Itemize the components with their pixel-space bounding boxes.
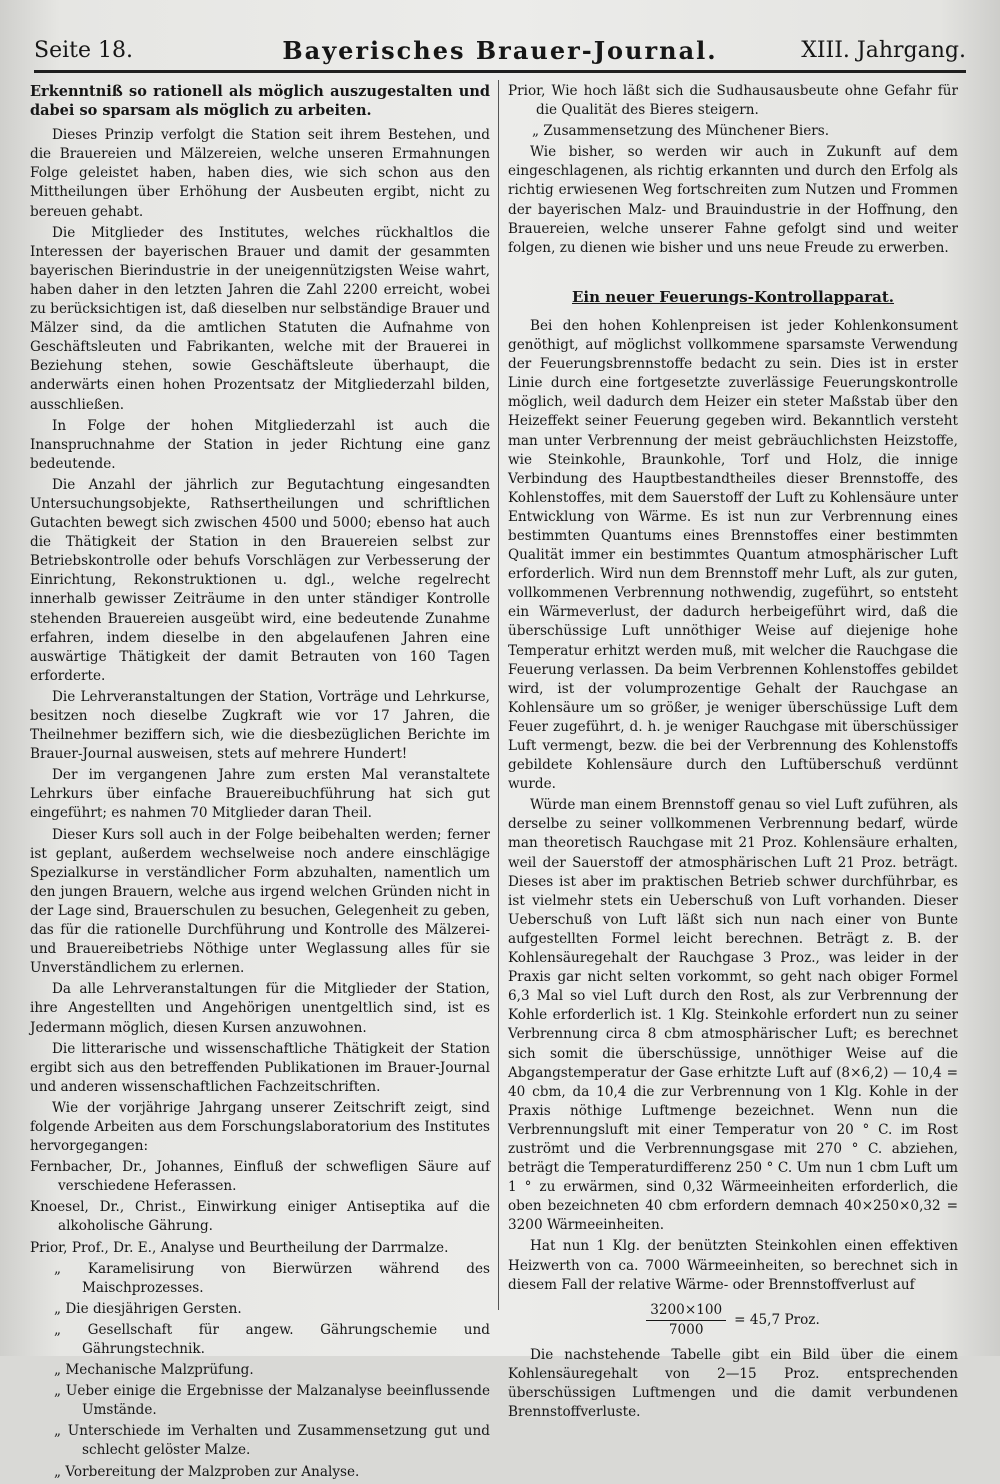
formula-result: = 45,7 Proz. xyxy=(734,1311,820,1328)
publication-item: „ Die diesjährigen Gersten. xyxy=(54,1300,242,1317)
formula-numerator: 3200×100 xyxy=(646,1301,726,1321)
publication-item: „ Ueber einige die Ergebnisse der Malzanalyse beeinflussende Umstände. xyxy=(54,1383,490,1419)
article-title: Ein neuer Feuerungs-Kontrollapparat. xyxy=(571,287,895,306)
left-paragraph-4: Die Anzahl der jährlich zur Begutachtung eingesandten Untersuchungsobjekte, Rathsertheilungen und schriftlichen Gutachten bewegt sich zwischen 4500 und 5000; ebenso hat auch die Thätigkeit der Station in den Brauereien selbst zur Betriebskontrolle oder behufs Vorschlägen zur Verbesserung der Einrichtung, Rekonstruktionen u. dgl., welche regelrecht innerhalb gewisser Zeiträume in den unter ständiger Kontrolle stehenden Brauereien ausgeübt wird, eine bedeutende Zunahme erfahren, indem dieselbe in den abgelaufenen Jahren eine auswärtige Thätigkeit der damit Betrauten von 160 Tagen erforderte. xyxy=(30,476,490,684)
left-paragraph-3: In Folge der hohen Mitgliederzahl ist auch die Inanspruchnahme der Station in jeder Richtung eine ganz bedeutende. xyxy=(30,417,490,472)
formula-fraction xyxy=(646,1301,726,1340)
left-paragraph-6: Der im vergangenen Jahre zum ersten Mal veranstaltete Lehrkurs über einfache Brauereibuchführung hat sich gut eingeführt; es nahmen 70 Mitglieder daran Theil. xyxy=(30,767,490,822)
left-paragraph-5: Die Lehrveranstaltungen der Station, Vorträge und Lehrkurse, besitzen noch dieselbe Zugkraft wie vor 17 Jahren, die Theilnehmer beziffern sich, wie die diesbezüglichen Berichte im Brauer-Journal ausweisen, stets auf mehrere Hundert! xyxy=(30,688,490,763)
lead-sentence: Erkenntniß so rationell als möglich auszugestalten und dabei so sparsam als möglich zu arbeiten. xyxy=(30,83,490,120)
right-paragraph-2: Würde man einem Brennstoff genau so viel Luft zuführen, als derselbe zu seiner vollkommenen Verbrennung bedarf, würde man theoretisch Rauchgase mit 21 Proz. Kohlensäure erhalten, weil der Sauerstoff der atmosphärischen Luft 21 Proz. beträgt. Dieses ist aber im praktischen Betrieb schwer durchführbar, es ist vielmehr stets ein Ueberschuß von Luft vorhanden. Dieser Ueberschuß von Luft läßt sich nun nach einer von Bunte aufgestellten Formel leicht berechnen. Beträgt z. B. der Kohlensäuregehalt der Rauchgase 3 Proz., was leider in der Praxis gar nicht selten vorkommt, so geht nach obiger Formel 6,3 Mal so viel Luft durch den Rost, als zur Verbrennung der Kohle erforderlich ist. 1 Klg. Steinkohle erfordert nun zu seiner Verbrennung circa 8 cbm atmosphärischer Luft; es berechnet sich somit die überschüssige, unnöthiger Weise auf die Abgangstemperatur der Gase erhitzte Luft auf (8×6,2) — 10,4 = 40 cbm, da 10,4 die zur Verbrennung von 1 Klg. Kohle in der Praxis nöthige Luftmenge bezeichnet. Wenn nun die Verbrennungsluft mit einer Temperatur von 20 ° C. im Rost zuströmt und die Verbrennungsgase mit 270 ° C. abziehen, beträgt die Temperaturdifferenz 250 ° C. Um nun 1 cbm Luft um 1 ° zu erwärmen, sind 0,32 Wärmeeinheiten erforderlich, die oben bezeichneten 40 cbm erfordern demnach 40×250×0,32 = 3200 Wärmeeinheiten. xyxy=(508,797,958,1234)
left-paragraph-9: Die litterarische und wissenschaftliche Thätigkeit der Station ergibt sich aus den betreffenden Publikationen im Brauer-Journal und anderen wissenschaftlichen Fachzeitschriften. xyxy=(30,1040,490,1095)
journal-title: Bayerisches Brauer-Journal. xyxy=(282,36,718,65)
publication-item: „ Gesellschaft für angew. Gährungschemie und Gährungstechnik. xyxy=(54,1321,490,1357)
publication-item: Fernbacher, Dr., Johannes, Einfluß der schwefligen Säure auf verschiedene Heferassen. xyxy=(30,1159,490,1195)
right-paragraph-1: Bei den hohen Kohlenpreisen ist jeder Kohlenkonsument genöthigt, auf möglichst vollkommene sparsamste Verwendung der Feuerungsbrennstoffe bedacht zu sein. Dies ist in erster Linie durch eine fortgesetzte zuverlässige Feuerungskontrolle möglich, weil dadurch dem Heizer ein steter Maßstab über den Heizeffekt seiner Feuerung gegeben wird. Bekanntlich versteht man unter Verbrennung der meist gebräuchlichsten Heizstoffe, wie Steinkohle, Braunkohle, Torf und Holz, die innige Verbindung des Hauptbestandtheiles dieser Brennstoffe, des Kohlenstoffes, mit dem Sauerstoff der Luft zu Kohlensäure unter Entwicklung von Wärme. Es ist nun zur Verbrennung eines bestimmten Quantums eines Brennstoffes einer bestimmten Qualität immer ein bestimmtes Quantum atmosphärischer Luft erforderlich. Wird nun dem Brennstoff mehr Luft, als zur guten, vollkommenen Verbrennung nothwendig, zugeführt, so entsteht ein Wärmeverlust, der dadurch herbeigeführt wird, daß die überschüssige Luft unnöthiger Weise auf diejenige hohe Temperatur erhitzt werden muß, mit welcher die Rauchgase die Feuerung verlassen. Da beim Verbrennen Kohlenstoffes gebildet wird, ist der volumprozentige Gehalt der Rauchgase an Kohlensäure um so größer, je weniger überschüssige Luft dem Feuer zugeführt, d. h. je weniger Rauchgase mit überschüssiger Luft vermengt, bezw. die bei der Verbrennung des Kohlenstoffs gebildete Kohlensäure durch den Luftüberschuß verdünnt wurde. xyxy=(508,317,958,793)
table-intro-paragraph: Die nachstehende Tabelle gibt ein Bild über die einem Kohlensäuregehalt von 2—15 Proz. entsprechenden überschüssigen Luftmengen und die damit verbundenen Brennstoffverluste. xyxy=(508,1346,958,1421)
publication-item: Prior, Prof., Dr. E., Analyse und Beurtheilung der Darrmalze. xyxy=(30,1239,449,1256)
publication-item: „ Mechanische Malzprüfung. xyxy=(54,1362,254,1379)
left-paragraph-2: Die Mitglieder des Institutes, welches rückhaltlos die Interessen der bayerischen Brauer und damit der gesammten bayerischen Bierindustrie in der uneigennützigsten Weise wahrt, haben daher in den letzten Jahren die Zahl 2200 erreicht, wobei zu berücksichtigen ist, daß dieselben nur selbständige Brauer und Mälzer sind, da die amtlichen Statuten die Aufnahme von Geschäftsleuten und Fabrikanten, welche mit der Brauerei in Beziehung stehen, sowie Geschäftsleute überhaupt, die anderwärts einen hohen Prozentsatz der Mitgliederzahl bilden, ausschließen. xyxy=(30,224,490,413)
page-header xyxy=(34,30,966,73)
publication-item: „ Karamelisirung von Bierwürzen während des Maischprozesses. xyxy=(54,1260,490,1296)
publication-item: „ Zusammensetzung des Münchener Biers. xyxy=(532,123,830,140)
left-paragraph-7: Dieser Kurs soll auch in der Folge beibehalten werden; ferner ist geplant, außerdem wechselweise noch andere einschlägige Spezialkurse in verständlicher Form abzuhalten, namentlich um den jungen Brauern, welche aus irgend welchen Gründen nicht in der Lage sind, Brauerschulen zu besuchen, Gelegenheit zu geben, das für die rationelle Durchführung und Kontrolle des Mälzerei- und Brauereibetriebs Nöthige unter Weglassung alles für sie Unverständlichem zu erlernen. xyxy=(30,826,490,977)
right-paragraph-3: Hat nun 1 Klg. der benützten Steinkohlen einen effektiven Heizwerth von ca. 7000 Wärmeeinheiten, so berechnet sich in diesem Fall der relative Wärme- oder Brennstoffverlust auf xyxy=(508,1238,958,1293)
left-column xyxy=(30,82,490,1484)
page-number: Seite 18. xyxy=(34,38,133,63)
left-paragraph-8: Da alle Lehrveranstaltungen für die Mitglieder der Station, ihre Angestellten und Angehörigen unentgeltlich sind, ist es Jedermann möglich, diesen Kursen anzuwohnen. xyxy=(30,981,490,1036)
publication-list-left xyxy=(30,1158,490,1482)
publication-item: Knoesel, Dr., Christ., Einwirkung einiger Antiseptika auf die alkoholische Gährung. xyxy=(30,1199,490,1235)
loss-formula xyxy=(508,1301,958,1340)
publication-item: Prior, Wie hoch läßt sich die Sudhausausbeute ohne Gefahr für die Qualität des Bieres steigern. xyxy=(508,83,958,119)
publication-item: „ Vorbereitung der Malzproben zur Analyse. xyxy=(54,1463,360,1480)
formula-denominator: 7000 xyxy=(668,1321,704,1338)
closing-remarks: Wie bisher, so werden wir auch in Zukunft auf dem eingeschlagenen, als richtig erkannten und durch den Erfolg als richtig erwiesenen Weg fortschreiten zum Nutzen und Frommen der bayerischen Malz- und Brauindustrie in der Hoffnung, den Brauereien, welche unserer Fahne gefolgt sind und weiter folgen, zu dienen wie bisher und uns neue Freude zu erwerben. xyxy=(508,144,958,256)
left-paragraph-10: Wie der vorjährige Jahrgang unserer Zeitschrift zeigt, sind folgende Arbeiten aus dem Forschungslaboratorium des Institutes hervorgegangen: xyxy=(30,1099,490,1155)
right-column xyxy=(508,82,958,1424)
column-divider xyxy=(498,80,499,1310)
publication-list-right xyxy=(508,82,958,141)
volume-label: XIII. Jahrgang. xyxy=(801,38,966,63)
publication-item: „ Unterschiede im Verhalten und Zusammensetzung gut und schlecht gelöster Malze. xyxy=(54,1423,490,1459)
left-paragraph-1: Dieses Prinzip verfolgt die Station seit ihrem Bestehen, und die Brauereien und Mälzereien, welche unseren Ermahnungen Folge geleistet haben, haben dies, wie sich schon aus den Mittheilungen über Erhöhung der Ausbeuten ergibt, nicht zu bereuen gehabt. xyxy=(30,127,490,220)
